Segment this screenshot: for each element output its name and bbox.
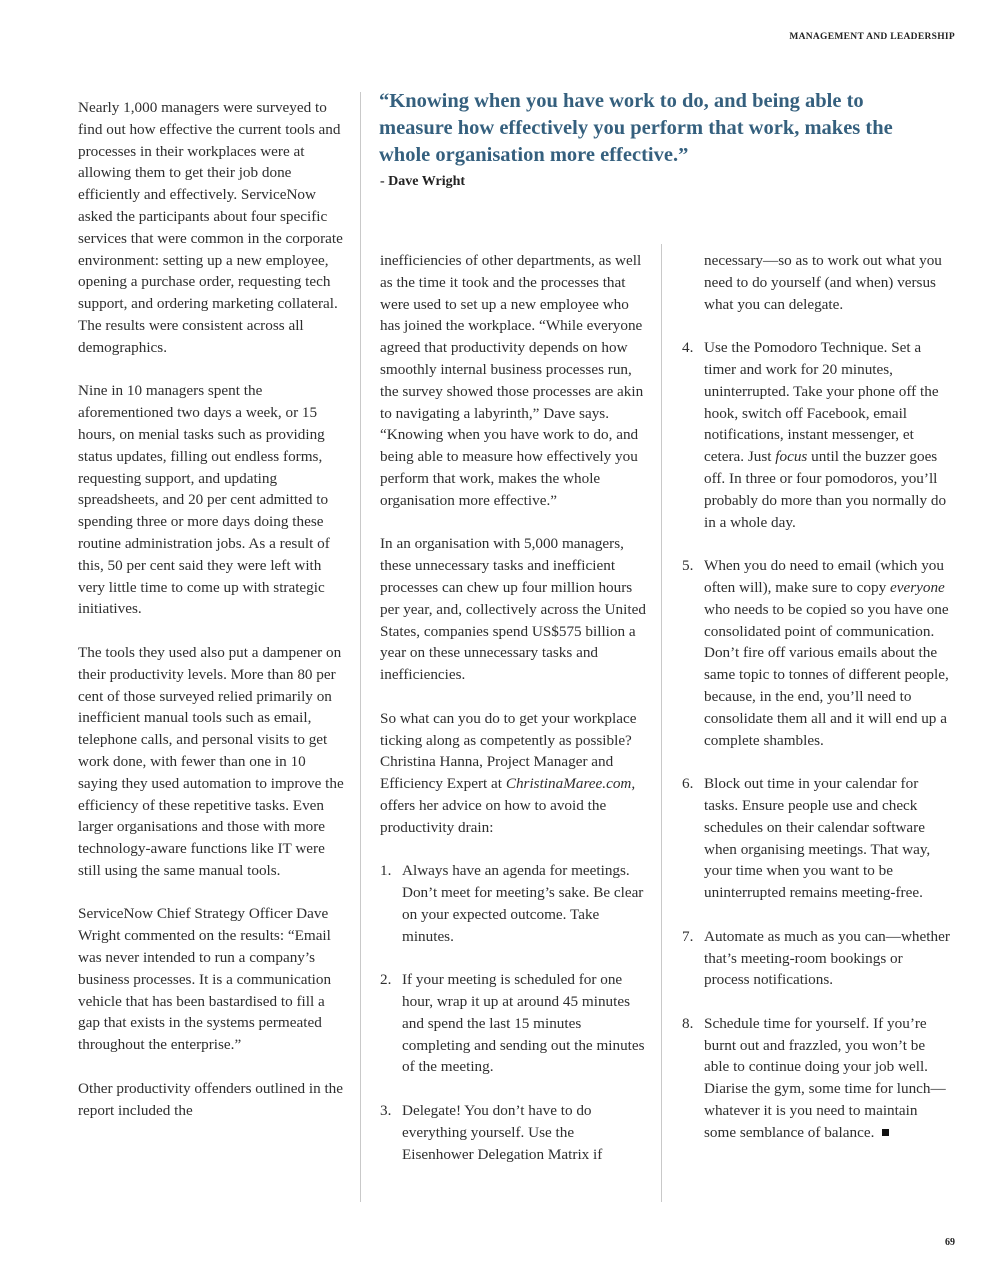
column-1 <box>78 97 346 1143</box>
column-2 <box>380 250 648 1165</box>
list-item-text: If your meeting is scheduled for one hour, wrap it up at around 45 minutes and spend the last 15 minutes completing and sending out the minutes of the meeting. <box>402 971 645 1076</box>
website-name: ChristinaMaree.com, <box>505 775 636 793</box>
paragraph <box>380 708 648 839</box>
list-number: 1. <box>380 862 392 880</box>
list-number: 8. <box>682 1014 694 1032</box>
list-number: 7. <box>682 927 694 945</box>
list-number: 5. <box>682 557 694 575</box>
list-item <box>682 926 952 991</box>
list-item <box>380 969 648 1078</box>
list-item-text: until the buzzer goes off. In three or four pomodoros, you’ll probably do more than you normally do in a whole day. <box>704 448 947 531</box>
column-divider-left <box>360 92 361 1202</box>
page-number: 69 <box>945 1237 955 1248</box>
tips-list <box>682 337 952 1143</box>
column-divider-right <box>661 244 662 1202</box>
list-number: 3. <box>380 1102 392 1120</box>
list-item <box>682 555 952 751</box>
paragraph: Nine in 10 managers spent the aforementioned two days a week, or 15 hours, on menial tasks such as providing status updates, filling out endless forms, requesting support, and updating spreadsheets, and 20 per cent admitted to spending three or more days doing these routine administration jobs. As a result of this, 50 per cent said they were left with very little time to come up with strategic initiatives. <box>78 382 330 618</box>
paragraph: Other productivity offenders outlined in the report included the <box>78 1079 344 1119</box>
tips-list <box>380 860 648 1165</box>
end-of-article-square-icon <box>882 1129 889 1136</box>
paragraph: The tools they used also put a dampener on their productivity levels. More than 80 per cent of those surveyed relied primarily on inefficient manual tools such as email, telephone calls, and personal visits to get work done, with fewer than one in 10 saying they used automation to improve the efficiency of these repetitive tasks. Even larger organisations and those with more technology-aware functions like IT were still using the same manual tools. <box>78 643 344 879</box>
list-item-text: Always have an agenda for meetings. Don’t meet for meeting’s sake. Be clear on your expected outcome. Take minutes. <box>402 862 644 945</box>
paragraph: In an organisation with 5,000 managers, these unnecessary tasks and inefficient processes can chew up four million hours per year, and, collectively across the United States, companies spend US$575 billion a year on these unnecessary tasks and inefficiencies. <box>380 535 646 684</box>
list-item <box>682 337 952 533</box>
paragraph-text: So what can you do to get your workplace ticking along as competently as possible? Christina Hanna, Project Manager and Efficiency Expert at <box>380 709 637 793</box>
paragraph: inefficiencies of other departments, as well as the time it took and the processes that were used to set up a new employee who has joined the workplace. “While everyone agreed that productivity depends on how smoothly internal business processes run, the survey showed those processes are akin to navigating a labyrinth,” Dave says. “Knowing when you have work to do, and being able to measure how effectively you perform that work, makes the whole organisation more effective.” <box>380 252 644 509</box>
list-item-text: Block out time in your calendar for tasks. Ensure people use and check schedules on their calendar software when organising meetings. That way, your time when you want to be uninterrupted remains meeting-free. <box>704 775 931 902</box>
list-item <box>682 773 952 904</box>
section-label: MANAGEMENT AND LEADERSHIP <box>789 32 955 42</box>
list-item-text: Use the Pomodoro Technique. Set a timer and work for 20 minutes, uninterrupted. Take your phone off the hook, switch off Facebook, email notifications, instant messenger, et cetera. Just <box>704 339 939 466</box>
list-item <box>682 1013 952 1144</box>
list-item-continuation: necessary—so as to work out what you need to do yourself (and when) versus what you can delegate. <box>704 252 942 313</box>
list-number: 2. <box>380 971 392 989</box>
paragraph: ServiceNow Chief Strategy Officer Dave Wright commented on the results: “Email was never intended to run a company’s business processes. It is a communication vehicle that has been bastardised to fill a gap that exists in the systems permeated throughout the enterprise.” <box>78 905 332 1054</box>
list-item-text: who needs to be copied so you have one consolidated point of communication. Don’t fire off various emails about the same topic to tonnes of different people, because, in the end, you’ll need to consolidate them all and it will end up a complete shambles. <box>704 600 949 749</box>
pull-quote: “Knowing when you have work to do, and being able to measure how effectively you perform that work, makes the whole organisation more effective.” <box>379 90 893 166</box>
list-number: 4. <box>682 339 694 357</box>
paragraph: Nearly 1,000 managers were surveyed to find out how effective the current tools and processes in their workplaces were at allowing them to get their job done efficiently and effectively. ServiceNow asked the participants about four specific services that were common in the corporate environment: setting up a new employee, opening a purchase order, requesting tech support, and ordering marketing collateral. The results were consistent across all demographics. <box>78 99 343 356</box>
list-item-text: When you do need to email (which you often will), make sure to copy <box>704 557 944 596</box>
list-item-text: Delegate! You don’t have to do everything yourself. Use the Eisenhower Delegation Matrix if <box>402 1102 603 1163</box>
paragraph-text: offers her advice on how to avoid the productivity drain: <box>380 796 607 836</box>
column-3 <box>682 250 952 1144</box>
list-item <box>380 1100 648 1165</box>
emphasis: everyone <box>890 578 945 596</box>
list-number: 6. <box>682 775 694 793</box>
list-item <box>380 860 648 947</box>
list-item-text: Automate as much as you can—whether that’s meeting-room bookings or process notifications. <box>704 927 950 989</box>
pull-quote-attribution: - Dave Wright <box>380 174 466 189</box>
list-item-text: Schedule time for yourself. If you’re burnt out and frazzled, you won’t be able to continue doing your job well. Diarise the gym, some time for lunch—whatever it is you need to maintain some semblance of balance. <box>704 1014 946 1141</box>
emphasis: focus <box>775 448 808 466</box>
